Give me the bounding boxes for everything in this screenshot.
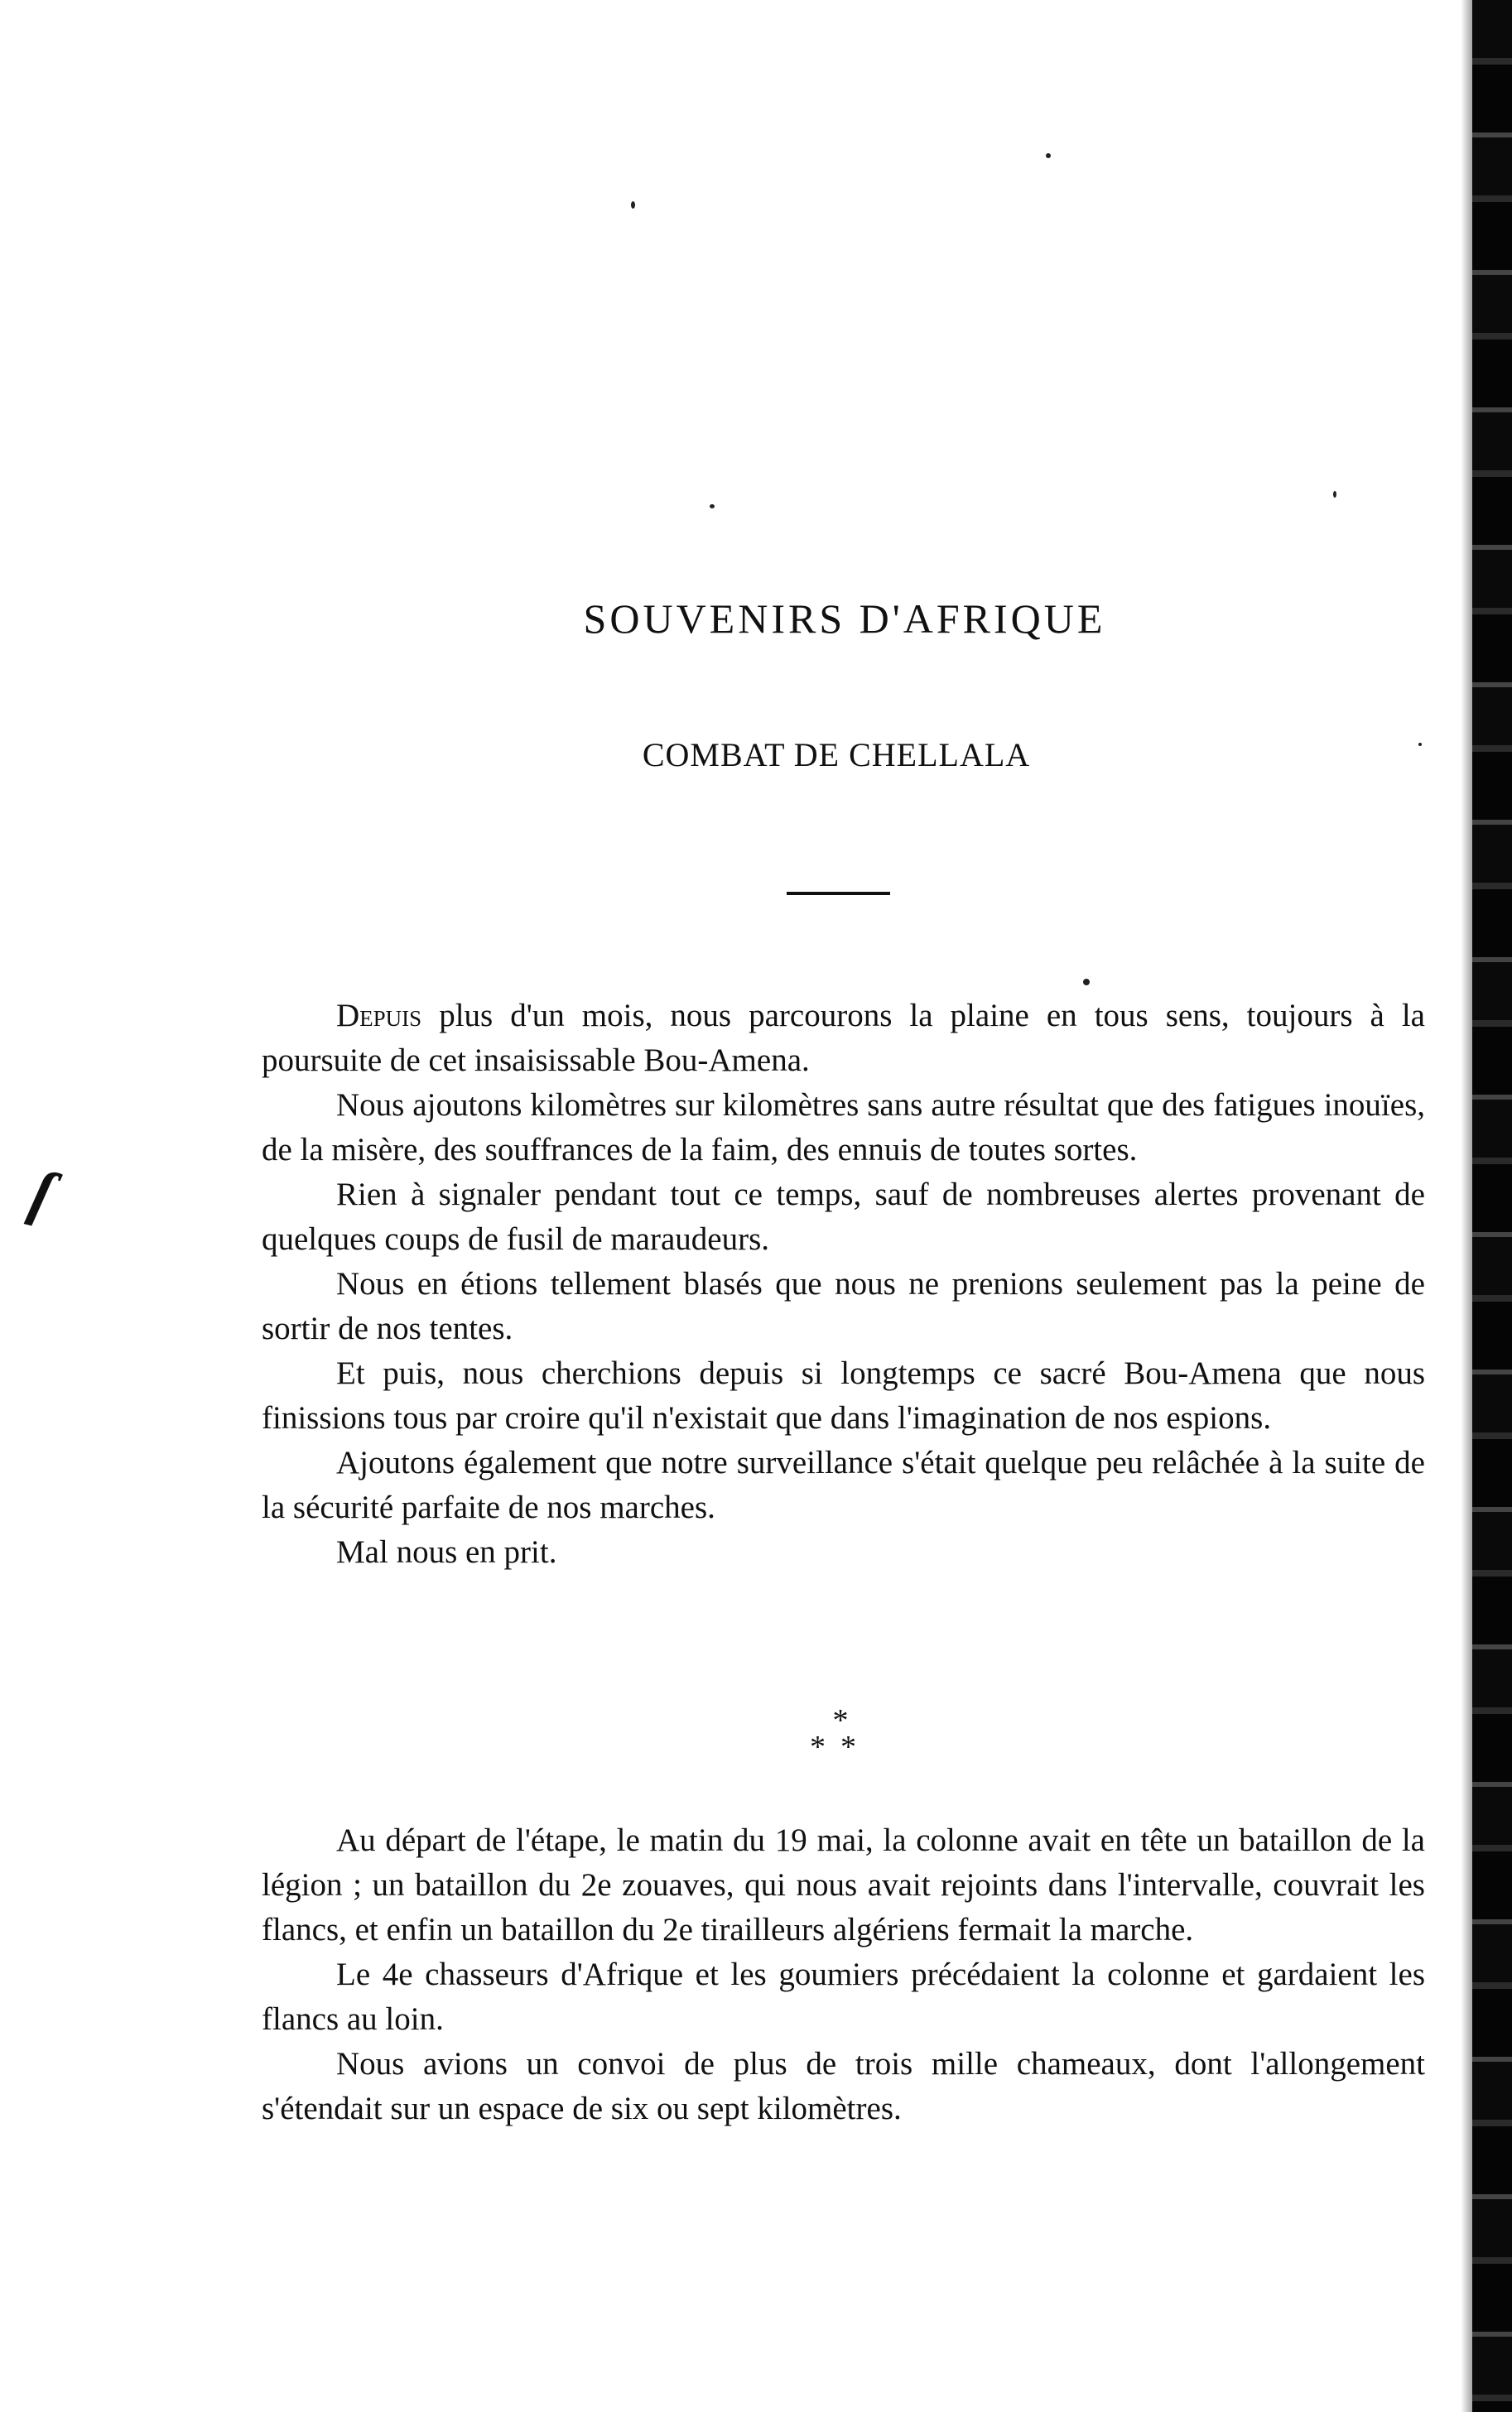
margin-annotation: ſ	[23, 1157, 61, 1230]
drop-word: Depuis	[336, 998, 422, 1033]
scan-speck	[631, 201, 635, 209]
paragraph: Nous avions un convoi de plus de trois mille chameaux, dont l'allongement s'étendait sur un espace de six ou sept kilomètres.	[262, 2046, 1425, 2126]
section-two-text	[262, 1818, 1425, 2131]
page-title: SOUVENIRS D'AFRIQUE	[583, 595, 1106, 642]
paragraph: Et puis, nous cherchions depuis si longtemps ce sacré Bou-Amena que nous finissions tous par croire qu'il n'existait que dans l'imagination de nos espions.	[262, 1355, 1425, 1436]
paragraph: Mal nous en prit.	[336, 1534, 557, 1570]
binding-shadow	[1461, 0, 1472, 2412]
paragraph: Rien à signaler pendant tout ce temps, sauf de nombreuses alertes provenant de quelques coups de fusil de maraudeurs.	[262, 1177, 1425, 1257]
asterism-bottom-stars: **	[810, 1730, 871, 1764]
scan-speck	[710, 504, 715, 508]
asterism-top-star: *	[832, 1703, 849, 1738]
section-rule	[787, 892, 890, 895]
paragraph	[262, 994, 1425, 1083]
paragraph: Le 4e chasseurs d'Afrique et les goumiers précédaient la colonne et gardaient les flancs au loin.	[262, 1957, 1425, 2037]
scan-speck	[1083, 979, 1090, 985]
scan-speck	[1418, 743, 1422, 746]
book-binding-edge	[1472, 0, 1512, 2412]
paragraph: Nous ajoutons kilomètres sur kilomètres sans autre résultat que des fatigues inouïes, de la misère, des souffrances de la faim, des ennuis de toutes sortes.	[262, 1087, 1425, 1167]
paragraph-text: plus d'un mois, nous parcourons la plaine en tous sens, toujours à la poursuite de cet insaisissable Bou-Amena.	[262, 998, 1425, 1078]
paragraph: Nous en étions tellement blasés que nous ne prenions seulement pas la peine de sortir de nos tentes.	[262, 1266, 1425, 1346]
scan-speck	[1333, 491, 1336, 498]
paragraph: Au départ de l'étape, le matin du 19 mai, la colonne avait en tête un bataillon de la légion ; un bataillon du 2e zouaves, qui nous avait rejoints dans l'intervalle, couvrait les flancs, et enfin un bataillon du 2e tirailleurs algériens fermait la marche.	[262, 1822, 1425, 1947]
paragraph: Ajoutons également que notre surveillance s'était quelque peu relâchée à la suite de la sécurité parfaite de nos marches.	[262, 1445, 1425, 1525]
section-asterism	[795, 1703, 886, 1764]
section-one-text	[262, 994, 1425, 1575]
scan-speck	[1046, 153, 1051, 158]
page-subtitle: COMBAT DE CHELLALA	[642, 736, 1031, 773]
